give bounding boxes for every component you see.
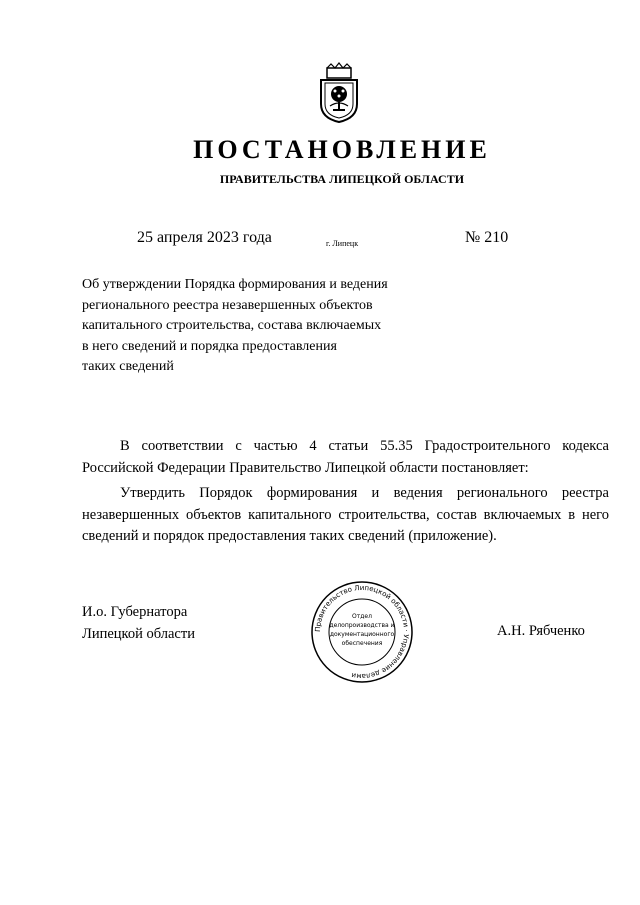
coat-of-arms-icon [313,62,365,124]
signatory-name: А.Н. Рябченко [497,623,585,639]
document-subtitle: ПРАВИТЕЛЬСТВА ЛИПЕЦКОЙ ОБЛАСТИ [219,172,465,186]
stamp-outer-text: Правительство Липецкой области · Управление делами [313,583,411,681]
subject-line: регионального реестра незавершенных объектов [82,297,373,313]
document-city: г. Липецк [326,239,359,248]
subject-line: таких сведений [82,359,174,374]
document-title: ПОСТАНОВЛЕНИЕ [193,135,491,164]
body-paragraph-2: Утвердить Порядок формирования и ведения регионального реестра незавершенных объектов капитального строительства, состав включаемых в него сведений и порядок предоставления таких сведений (приложение). [82,485,609,544]
document-date: 25 апреля 2023 года [137,229,272,246]
position-line: Липецкой области [82,625,195,642]
body-paragraph-1: В соответствии с частью 4 статьи 55.35 Градостроительного кодекса Российской Федерации Правительство Липецкой области постановляет: [82,438,609,476]
official-stamp [310,580,414,684]
position-line: И.о. Губернатора [82,604,188,620]
document-subject [82,275,442,378]
stamp-inner-line: делопроизводства и [329,622,395,629]
subject-line: капитального строительства, состава включаемых [82,318,382,333]
stamp-inner-line: Отдел [352,613,372,620]
subject-line: Об утверждении Порядка формирования и ведения [82,277,388,292]
document-number: № 210 [465,229,509,246]
stamp-inner-line: обеспечения [341,640,383,647]
stamp-inner-line: документационного [329,631,395,638]
subject-line: в него сведений и порядка предоставления [82,338,337,354]
signatory-position [82,602,195,645]
